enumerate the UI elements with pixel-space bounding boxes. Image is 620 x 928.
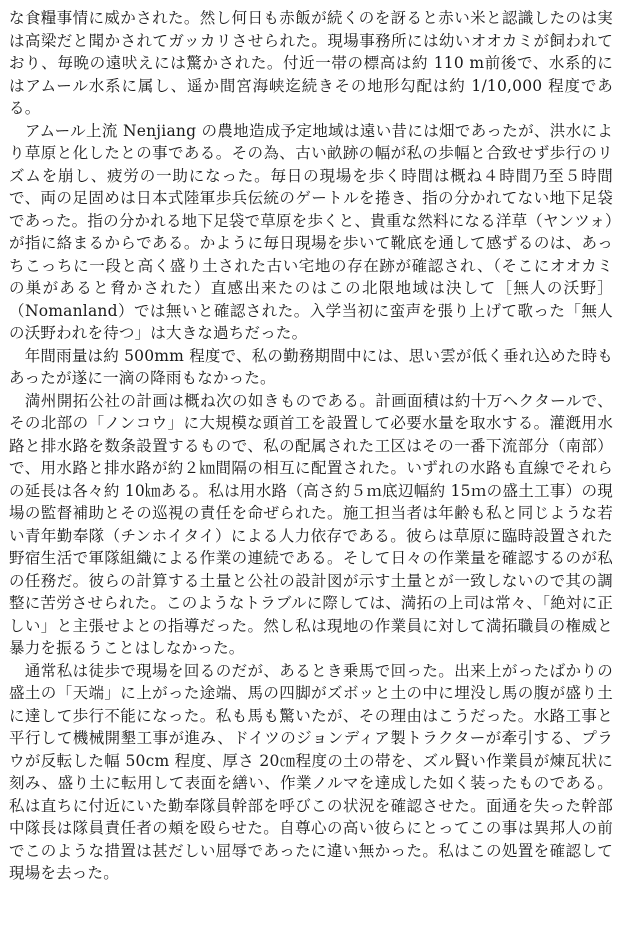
paragraph-4: 満州開拓公社の計画は概ね次の如きものである。計画面積は約十万ヘクタールで、その北部の「ノンコウ」に大規模な頭首工を設置して必要水量を取水する。灌漑用水路と排水路を数条設置するもので、私の配属された工区はその一番下流部分（南部）で、用水路と排水路が約２㎞間隔の相互に配置された。いずれの水路も直線でそれらの延長は各々約 10㎞ある。私は用水路（高さ約５ｍ底辺幅約 15ｍの盛土工事）の現場の監督補助とその巡視の責任を命ぜられた。施工担当者は年齢も私と同じような若い青年勤奉隊（チンホイタイ）による人力依存である。彼らは草原に臨時設置された野宿生活で軍隊組織による作業の連続である。そして日々の作業量を確認するのが私の任務だ。彼らの計算する土量と公社の設計図が示す土量とが一致しないので其の調整に苦労させられた。このようなトラブルに際しては、満拓の上司は常々、「絶対に正しい」と主張せよとの指導だった。然し私は現地の作業員に対して満拓職員の権威と暴力を振るうことはしなかった。 [9, 391, 613, 657]
paragraph-5: 通常私は徒歩で現場を回るのだが、あるとき乗馬で回った。出来上がったばかりの盛土の「天端」に上がった途端、馬の四脚がズボッと土の中に埋没し馬の腹が盛り土に達して歩行不能になった。私も馬も驚いたが、その理由はこうだった。水路工事と平行して機械開墾工事が進み、ドイツのジョンディア製トラクターが牽引する、プラウが反転した幅 50cm 程度、厚さ 20㎝程度の土の帯を、ズル賢い作業員が煉瓦状に刻み、盛り土に転用して表面を繕い、作業ノルマを達成した如く装ったものである。私は直ちに付近にいた勤奉隊員幹部を呼びこの状況を確認させた。面通を失った幹部中隊長は隊員責任者の頬を殴らせた。自尊心の高い彼らにとってこの事は異邦人の前でこのような措置は甚だしい屈辱であったに違い無かった。私はこの処置を確認して現場を去った。 [9, 661, 613, 882]
paragraph-2: アムール上流 Nenjiang の農地造成予定地域は遠い昔には畑であったが、洪水により草原と化したとの事である。その為、古い畝跡の幅が私の歩幅と合致せず歩行のリズムを崩し、疲労の一助になった。毎日の現場を歩く時間は概ね４時間乃至５時間で、両の足固めは日本式陸軍歩兵伝統のゲートルを捲き、指の分かれてない地下足袋であった。指の分かれる地下足袋で草原を歩くと、貴重な然料になる洋草（ヤンツォ）が指に絡まるからである。かように毎日現場を歩いて靴底を通して感ずるのは、あっちこっちに一段と高く盛り土された古い宅地の存在跡が確認され、（そこにオオカミの巣があると脅かされた）直感出来たのはこの北限地域は決して［無人の沃野］（Nomanland）では無いと確認された。入学当初に蛮声を張り上げて歌った「無人の沃野われを待つ」は大きな過ちだった。 [9, 121, 613, 342]
paragraph-1: な食糧事情に威かされた。然し何日も赤飯が続くのを訝ると赤い米と認識したのは実は高梁だと聞かされてガッカリさせられた。現場事務所には幼いオオカミが飼われており、毎晩の遠吠えには驚かされた。付近一帯の標高は約 110 m前後で、水系的にはアムール水系に属し、遥か間宮海峡迄続きその地形勾配は約 1/10,000 程度である。 [9, 9, 613, 117]
paragraph-3: 年間雨量は約 500mm 程度で、私の勤務期間中には、思い雲が低く垂れ込めた時もあったが遂に一滴の降雨もなかった。 [9, 346, 613, 387]
document-body [9, 7, 613, 885]
